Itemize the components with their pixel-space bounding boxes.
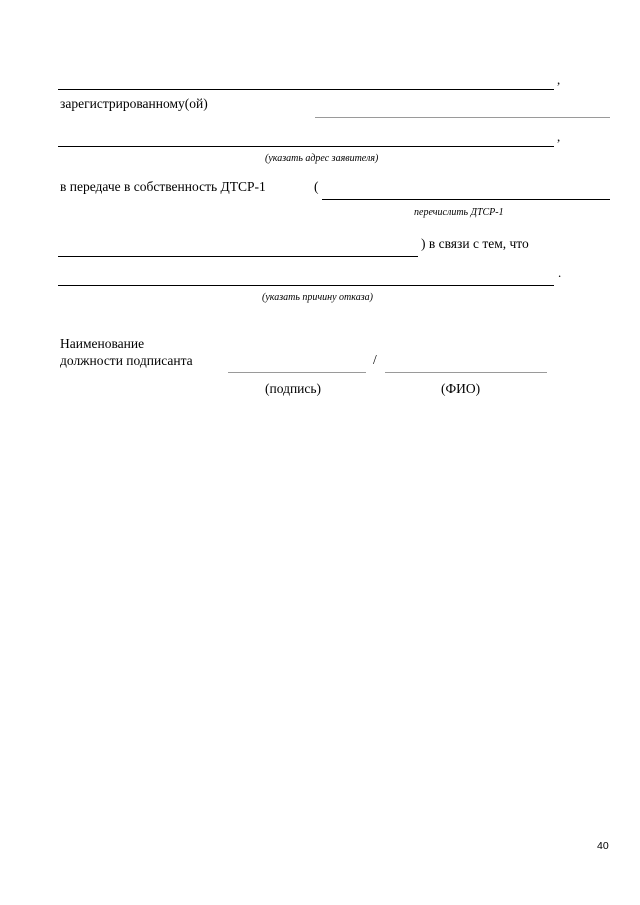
comma-mark: , — [557, 129, 561, 144]
open-paren: ( — [314, 179, 319, 194]
registered-label: зарегистрированному(ой) — [60, 96, 208, 111]
page-number: 40 — [597, 840, 609, 852]
registered-line[interactable] — [315, 117, 610, 118]
list-hint: перечислить ДТСР-1 — [414, 207, 504, 218]
dtsr-list-line[interactable] — [322, 199, 610, 200]
signature-line[interactable] — [228, 372, 366, 373]
dtsr-list-continuation-line[interactable] — [58, 256, 418, 257]
comma-mark: , — [557, 72, 561, 87]
address-line[interactable] — [58, 146, 554, 147]
transfer-label: в передаче в собственность ДТСР-1 — [60, 179, 266, 194]
reason-hint: (указать причину отказа) — [262, 292, 373, 303]
fio-label: (ФИО) — [441, 381, 481, 396]
signature-label: (подпись) — [265, 381, 322, 396]
period-mark: . — [558, 265, 562, 280]
reason-line[interactable] — [58, 285, 554, 286]
fio-line[interactable] — [385, 372, 547, 373]
address-hint: (указать адрес заявителя) — [265, 153, 379, 164]
signer-title-line1: Наименование — [60, 336, 145, 351]
reason-intro: ) в связи с тем, что — [421, 236, 529, 251]
slash-separator: / — [373, 352, 377, 367]
recipient-name-line[interactable] — [58, 89, 554, 90]
signer-title-line2: должности подписанта — [60, 353, 193, 368]
